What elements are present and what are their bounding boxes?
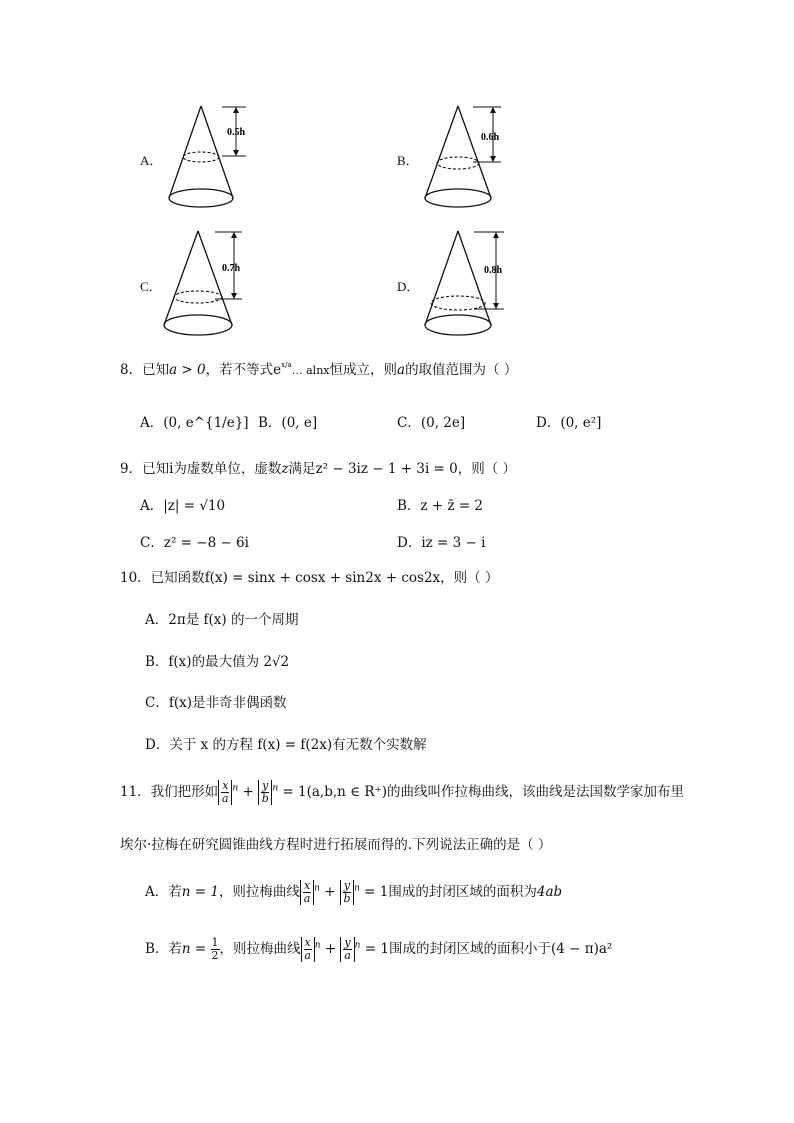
q10-option-b[interactable]: B．f(x)的最大值为 2√2 bbox=[145, 654, 290, 670]
q8-option-a[interactable]: A．(0, e^{1/e}] bbox=[140, 415, 249, 431]
figure-c-label: C． bbox=[140, 279, 162, 294]
cone-d-diagram bbox=[420, 225, 520, 343]
q9-option-a[interactable]: A．|z| = √10 bbox=[140, 498, 226, 514]
q9-stem: 9．已知i为虚数单位，虚数z满足z² − 3iz − 1 + 3i = 0，则（ ） bbox=[120, 461, 517, 477]
q11-stem-line2: 埃尔·拉梅在研究圆锥曲线方程时进行拓展而得的.下列说法正确的是（ ） bbox=[120, 837, 552, 853]
q10-option-a[interactable]: A．2π是 f(x) 的一个周期 bbox=[145, 612, 299, 628]
cone-c-diagram bbox=[160, 225, 260, 343]
figure-d-label: D． bbox=[397, 279, 420, 294]
q11-option-a[interactable]: A．若n = 1，则拉梅曲线 $\frac{x}{a}$ $^n$ + $\frac{y}{b}$ $^n$ = 1围成的封闭区域的面积为4ab bbox=[145, 879, 563, 905]
figure-a-label: A． bbox=[140, 153, 163, 168]
q8-option-c[interactable]: C．(0, 2e] bbox=[397, 415, 466, 431]
cone-a-height-label: 0.5h bbox=[227, 127, 246, 138]
q9-option-c[interactable]: C．z² = −8 − 6i bbox=[140, 535, 249, 551]
q11-stem-line1: 11．我们把形如 $\frac{x}{a}$ $^n$ + $\frac{y}{b}$ $^n$ = 1(a,b,n ∈ R⁺)的曲线叫作拉梅曲线，该曲线是法国数学家加布里 bbox=[120, 779, 684, 805]
cone-b-height-label: 0.6h bbox=[481, 132, 500, 143]
q10-option-d[interactable]: D．关于 x 的方程 f(x) = f(2x)有无数个实数解 bbox=[145, 737, 427, 753]
q9-option-b[interactable]: B．z + z̄ = 2 bbox=[397, 498, 484, 514]
q8-option-d[interactable]: D．(0, e²] bbox=[536, 415, 602, 431]
q11-option-b[interactable]: B．若n = $\frac{1}{2}$ ，则拉梅曲线 $\frac{x}{a}$ $^n$ + $\frac{y}{a}$ $^n$ = 1围成的封闭区域的面积小于(4 − π)a² bbox=[145, 936, 613, 962]
q10-option-c[interactable]: C．f(x)是非奇非偶函数 bbox=[145, 695, 287, 711]
cone-c-height-label: 0.7h bbox=[222, 263, 241, 274]
cone-a-diagram bbox=[160, 100, 260, 215]
q10-stem: 10．已知函数f(x) = sinx + cosx + sin2x + cos2x，则（ ） bbox=[120, 570, 499, 586]
q8-stem: 8．已知a > 0，若不等式$e^{x/a}\dots$ alnx恒成立，则a的取值范围为（ ） bbox=[120, 361, 518, 378]
figure-b-label: B． bbox=[397, 153, 419, 168]
q9-option-d[interactable]: D．iz = 3 − i bbox=[397, 535, 486, 551]
q8-option-b[interactable]: B．(0, e] bbox=[258, 415, 318, 431]
cone-d-height-label: 0.8h bbox=[484, 265, 503, 276]
cone-b-diagram bbox=[418, 100, 518, 215]
